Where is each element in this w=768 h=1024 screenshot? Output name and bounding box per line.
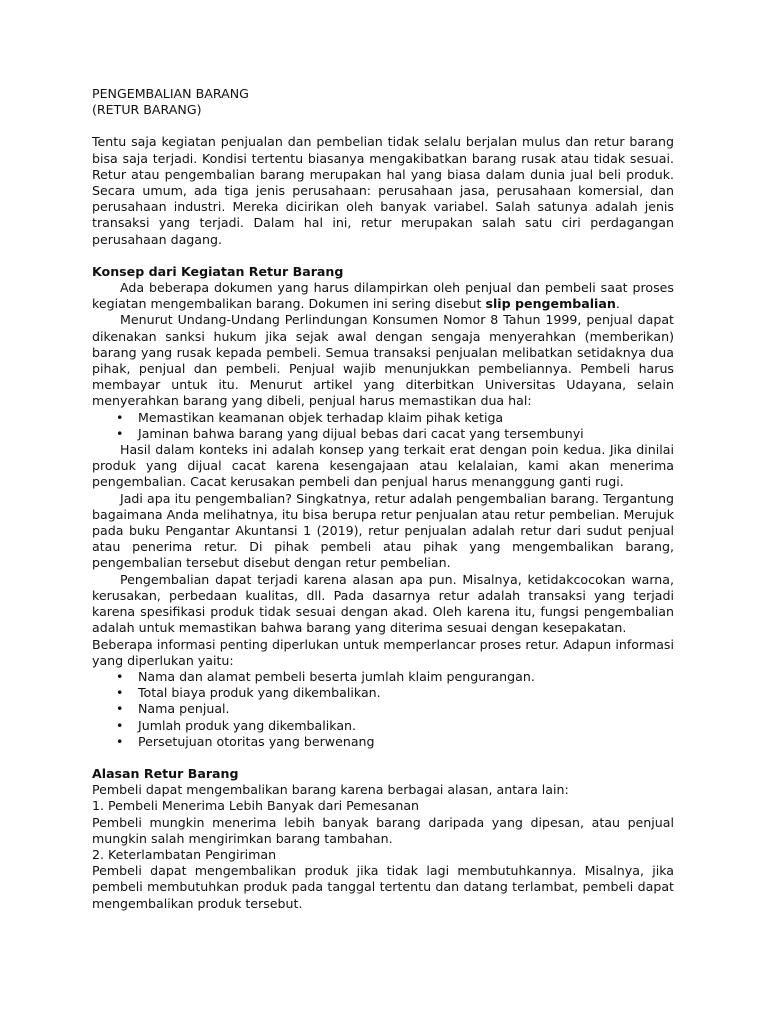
list-item-text: Memastikan keamanan objek terhadap klaim pihak ketiga <box>138 409 504 425</box>
paragraph-apa-itu-pengembalian: Jadi apa itu pengembalian? Singkatnya, retur adalah pengembalian barang. Tergantung bagaimana Anda melihatnya, itu bisa berupa retur penjualan atau retur pembelian. Merujuk pada buku Pengantar Akuntansi 1 (2019), retur penjualan adalah retur dari sudut penjual atau penerima retur. Di pihak pembeli atau pihak yang mengembalikan barang, pengembalian tersebut disebut dengan retur pembelian. <box>92 490 674 571</box>
list-item-text: Total biaya produk yang dikembalikan. <box>138 685 381 701</box>
bullet-icon: • <box>116 733 124 749</box>
bullet-icon: • <box>116 425 124 441</box>
paragraph-berbagai-alasan: Pembeli dapat mengembalikan barang karena berbagai alasan, antara lain: <box>92 782 569 798</box>
paragraph-slip-pengembalian <box>92 280 674 312</box>
list-item <box>116 426 674 442</box>
paragraph-end: . <box>615 296 620 312</box>
paragraph-text: Ada beberapa dokumen yang harus dilampirkan oleh penjual dan pembeli saat proses kegiatan mengembalikan barang. Dokumen ini sering disebut <box>92 280 674 312</box>
bullet-list-penjual-obligations <box>92 410 674 442</box>
paragraph-alasan-apa-pun: Pengembalian dapat terjadi karena alasan apa pun. Misalnya, ketidakcocokan warna, kerusakan, perbedaan kualitas, dll. Pada dasarnya retur adalah transaksi yang terjadi karena spesifikasi produk tidak sesuai dengan akad. Oleh karena itu, fungsi pengembalian adalah untuk memastikan bahwa barang yang diterima sesuai dengan kesepakatan. <box>92 571 674 636</box>
list-item-text: Jaminan bahwa barang yang dijual bebas dari cacat yang tersembunyi <box>138 425 584 441</box>
bullet-icon: • <box>116 409 124 425</box>
list-item-text: Nama dan alamat pembeli beserta jumlah klaim pengurangan. <box>138 668 535 684</box>
paragraph-hasil: Hasil dalam konteks ini adalah konsep yang terkait erat dengan poin kedua. Jika dinilai produk yang dijual cacat karena kesengajaan atau kelalaian, kami akan menerima pengembalian. Cacat kerusakan pembeli dan penjual harus menanggung ganti rugi. <box>92 442 674 490</box>
paragraph-undang-undang: Menurut Undang-Undang Perlindungan Konsumen Nomor 8 Tahun 1999, penjual dapat dikenakan sanksi hukum jika sejak awal dengan sengaja menyerahkan (memberikan) barang yang rusak kepada pembeli. Semua transaksi penjualan melibatkan setidaknya dua pihak, penjual dan pembeli. Penjual wajib menunjukkan pembeliannya. Pembeli harus membayar untuk itu. Menurut artikel yang diterbitkan Universitas Udayana, selain menyerahkan barang yang dibeli, penjual harus memastikan dua hal: <box>92 312 674 409</box>
bullet-list-informasi <box>92 669 674 750</box>
list-item <box>116 669 674 685</box>
spacer <box>92 750 674 766</box>
bullet-icon: • <box>116 668 124 684</box>
list-item <box>116 685 674 701</box>
section-heading-konsep: Konsep dari Kegiatan Retur Barang <box>92 263 344 279</box>
bullet-icon: • <box>116 717 124 733</box>
section-heading-alasan: Alasan Retur Barang <box>92 765 239 781</box>
list-item <box>116 410 674 426</box>
list-item-text: Nama penjual. <box>138 701 230 717</box>
list-item <box>116 718 674 734</box>
document-title-line-1: PENGEMBALIAN BARANG <box>92 86 249 101</box>
reason-text-2: Pembeli dapat mengembalikan produk jika tidak lagi membutuhkannya. Misalnya, jika pembeli membutuhkan produk pada tanggal tertentu dan datang terlambat, pembeli dapat mengembalikan produk tersebut. <box>92 863 674 911</box>
document-title-line-2: (RETUR BARANG) <box>92 102 202 118</box>
bold-term-slip-pengembalian: slip pengembalian <box>485 296 616 312</box>
bullet-icon: • <box>116 701 124 717</box>
intro-paragraph: Tentu saja kegiatan penjualan dan pembelian tidak selalu berjalan mulus dan retur barang bisa saja terjadi. Kondisi tertentu biasanya mengakibatkan barang rusak atau tidak sesuai. Retur atau pengembalian barang merupakan hal yang biasa dalam dunia jual beli produk. Secara umum, ada tiga jenis perusahaan: perusahaan jasa, perusahaan komersial, dan perusahaan industri. Mereka dicirikan oleh banyak variabel. Salah satunya adalah jenis transaksi yang terjadi. Dalam hal ini, retur merupakan salah satu ciri perdagangan perusahaan dagang. <box>92 134 674 247</box>
spacer <box>92 248 674 264</box>
reason-text-1: Pembeli mungkin menerima lebih banyak barang daripada yang dipesan, atau penjual mungkin salah mengirimkan barang tambahan. <box>92 814 674 846</box>
list-item-text: Persetujuan otoritas yang berwenang <box>138 733 375 749</box>
bullet-icon: • <box>116 685 124 701</box>
reason-title-1: 1. Pembeli Menerima Lebih Banyak dari Pemesanan <box>92 798 420 814</box>
list-item <box>116 701 674 717</box>
list-item <box>116 734 674 750</box>
paragraph-informasi-penting: Beberapa informasi penting diperlukan untuk memperlancar proses retur. Adapun informasi yang diperlukan yaitu: <box>92 636 674 668</box>
spacer <box>92 118 674 134</box>
list-item-text: Jumlah produk yang dikembalikan. <box>138 717 357 733</box>
reason-title-2: 2. Keterlambatan Pengiriman <box>92 846 277 862</box>
